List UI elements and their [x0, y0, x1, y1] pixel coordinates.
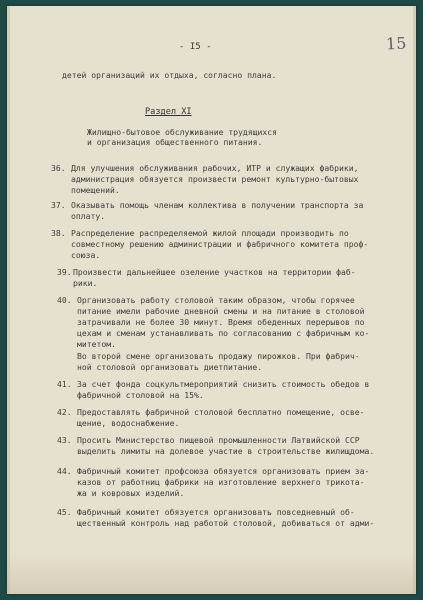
item-line: Предоставлять фабричной столовой бесплатно помещение, осве-: [77, 407, 365, 417]
item-line: митетом.: [77, 339, 116, 349]
item-line: Фабричный комитет профсоюза обязуется организовать прием за-: [77, 466, 370, 476]
item-number: 42.: [57, 407, 72, 417]
item-line: совместному решению администрации и фабричного комитета проф-: [71, 239, 369, 249]
item-line: выделить лимиты на долевое участие в строительстве жилищдома.: [77, 446, 375, 456]
intro-line: детей организаций их отдыха, согласно плана.: [62, 70, 277, 80]
item-line: жа и ковровых изделий.: [77, 488, 185, 498]
item-number: 43.: [57, 435, 72, 445]
item-line: щение, водоснабжение.: [77, 418, 180, 428]
document-page: [7, 6, 416, 594]
handwritten-page-number: 15: [385, 33, 407, 54]
section-subtitle-line: Жилищно-бытовое обслуживание трудящихся: [87, 127, 278, 137]
item-line: цехам и сменам устанавливать по согласованию с фабричным ко-: [77, 328, 370, 338]
item-line: Просить Министерство пищевой промышленности Латвийской ССР: [77, 435, 360, 445]
page-edge-right: [413, 6, 416, 594]
item-line: Произвести дальнейшее озеление участков на территории фаб-: [73, 267, 356, 277]
item-line: Организовать работу столовой таким образом, чтобы горячее: [77, 295, 355, 305]
item-number: 36.: [51, 163, 66, 173]
item-number: 40.: [57, 295, 72, 305]
item-line: затрачивали не более 30 минут. Время обеденных перерывов по: [77, 317, 365, 327]
item-line: ной столовой организовать диетпитание.: [77, 362, 263, 372]
item-number: 39.: [57, 267, 72, 277]
section-subtitle-line: и организация общественного питания.: [87, 137, 263, 147]
item-line: Для улучшения обслуживания рабочих, ИТР и служащих фабрики,: [71, 163, 359, 173]
section-title: Раздел XI: [145, 107, 192, 117]
item-line: Фабричный комитет обязуется организовать повседневный об-: [77, 507, 355, 517]
item-line: фабричной столовой на 15%.: [77, 390, 204, 400]
item-line: щественный контроль над работой столовой, добиваться от адми-: [77, 518, 375, 528]
item-line: союза.: [71, 250, 101, 260]
item-line: казов от работниц фабрики на изготовление верхнего трикота-: [77, 477, 365, 487]
page-number: - I5 -: [179, 42, 212, 52]
item-line: Во второй смене организовать продажу пирожков. При фабрич-: [77, 351, 360, 361]
paper-stain: [7, 554, 416, 594]
item-number: 38.: [51, 228, 66, 238]
item-line: помещений.: [71, 185, 120, 195]
item-number: 37.: [51, 200, 66, 210]
item-number: 44.: [57, 466, 72, 476]
item-line: За счет фонда соцкультмероприятий снизить стоимость обедов в: [77, 379, 370, 389]
page-edge-left: [7, 6, 10, 594]
item-line: оплату.: [71, 211, 106, 221]
item-number: 41.: [57, 379, 72, 389]
item-line: рики.: [73, 278, 98, 288]
item-number: 45.: [57, 507, 72, 517]
item-line: администрация обязуется произвести ремонт культурно-бытовых: [71, 174, 359, 184]
item-line: Распределение распределяемой жилой площади производить по: [71, 228, 349, 238]
item-line: Оказывать помощь членам коллектива в получении транспорта за: [71, 200, 364, 210]
item-line: питание имели рабочие дневной смены и на питание в столовой: [77, 306, 365, 316]
